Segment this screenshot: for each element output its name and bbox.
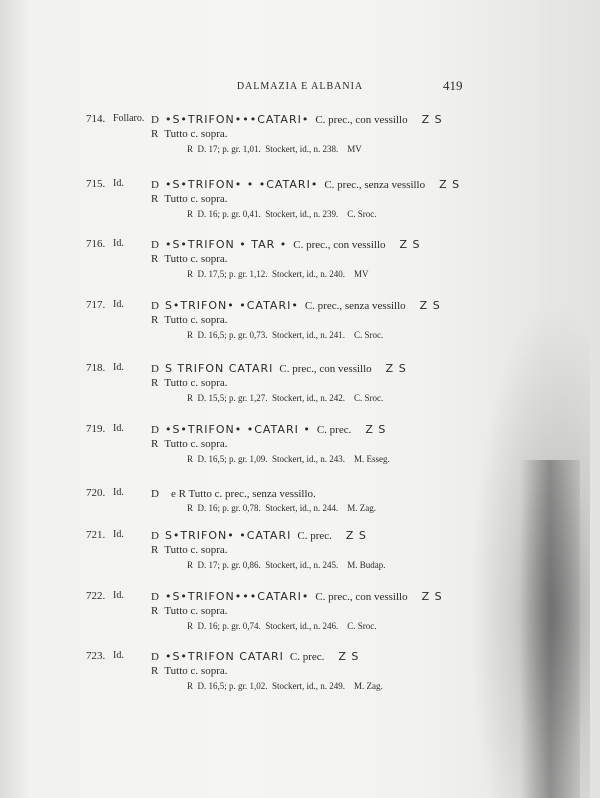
metal: R (187, 330, 194, 340)
weight-info: D. 15,5; p. gr. 1,27. (197, 393, 268, 403)
page-number: 419 (443, 78, 463, 93)
field-letters: Z S (399, 238, 421, 251)
coin-legend: •S•TRIFON•••CATARI• (164, 590, 310, 603)
weight-info: D. 16,5; p. gr. 1,09. (197, 454, 268, 464)
reverse-line (151, 438, 228, 450)
obverse-line (151, 423, 392, 436)
entry-denomination: Id. (113, 238, 124, 249)
obverse-symbol: D (151, 179, 159, 191)
entry-denomination: Id. (113, 362, 124, 373)
reverse-description: Tutto c. sopra. (164, 605, 228, 617)
coin-legend: S•TRIFON• •CATARI (164, 529, 292, 542)
collection: C. Sroc. (347, 209, 377, 219)
metal: R (187, 269, 194, 279)
collection: C. Sroc. (347, 621, 377, 631)
obverse-symbol: D (151, 239, 159, 251)
reverse-line (151, 314, 228, 326)
coin-legend: •S•TRIFON•••CATARI• (164, 113, 310, 126)
reverse-description: Tutto c. sopra. (164, 665, 228, 677)
specimen-details (187, 269, 369, 279)
reverse-description: Tutto c. sopra. (164, 314, 228, 326)
obverse-line (151, 529, 373, 542)
catalogue-entry (0, 650, 600, 720)
reverse-description: Tutto c. sopra. (164, 193, 228, 205)
entry-denomination: Id. (113, 650, 124, 661)
obverse-description: C. prec. (316, 424, 352, 436)
reverse-description: Tutto c. sopra. (164, 544, 228, 556)
entry-number: 720. (86, 487, 106, 499)
field-letters: Z S (365, 423, 387, 436)
entry-denomination: Id. (113, 529, 124, 540)
obverse-description: C. prec., con vessillo (315, 591, 408, 603)
catalogue-entry (0, 362, 600, 432)
entry-number: 714. (86, 113, 106, 125)
weight-info: D. 17,5; p. gr. 1,12. (197, 269, 268, 279)
reverse-description: Tutto c. sopra. (164, 377, 228, 389)
obverse-description: C. prec., senza vessillo (304, 300, 406, 312)
metal: R (187, 503, 194, 513)
entry-number: 716. (86, 238, 106, 250)
reference: Stockert, id., n. 240. (272, 269, 346, 279)
collection: MV (354, 269, 369, 279)
weight-info: D. 17; p. gr. 0,86. (197, 560, 261, 570)
specimen-details (187, 393, 383, 403)
obverse-line (151, 590, 449, 603)
reference: Stockert, id., n. 246. (265, 621, 339, 631)
weight-info: D. 16,5; p. gr. 1,02. (197, 681, 268, 691)
obverse-description: C. prec., senza vessillo (324, 179, 426, 191)
reverse-symbol: R (151, 253, 159, 265)
metal: R (187, 681, 194, 691)
weight-info: D. 16; p. gr. 0,41. (197, 209, 261, 219)
reverse-symbol: R (151, 377, 159, 389)
specimen-details (187, 144, 362, 154)
entry-number: 722. (86, 590, 106, 602)
entry-number: 718. (86, 362, 106, 374)
specimen-details (187, 503, 376, 513)
entry-number: 719. (86, 423, 106, 435)
obverse-symbol: D (151, 530, 159, 542)
specimen-details (187, 454, 390, 464)
running-header: DALMAZIA E ALBANIA (236, 81, 364, 92)
field-letters: Z S (345, 529, 367, 542)
entry-number: 715. (86, 178, 106, 190)
coin-legend: •S•TRIFON CATARI (164, 650, 284, 663)
reverse-line (151, 253, 228, 265)
obverse-symbol: D (151, 488, 159, 500)
metal: R (187, 454, 194, 464)
obverse-symbol: D (151, 363, 159, 375)
obverse-description: C. prec., con vessillo (279, 363, 372, 375)
weight-info: D. 17; p. gr. 1,01. (197, 144, 261, 154)
weight-info: D. 16,5; p. gr. 0,73. (197, 330, 268, 340)
obverse-line (151, 362, 413, 375)
coin-legend: S•TRIFON• •CATARI• (164, 299, 299, 312)
reference: Stockert, id., n. 238. (265, 144, 339, 154)
reverse-description: Tutto c. sopra. (164, 438, 228, 450)
collection: MV (347, 144, 362, 154)
weight-info: D. 16; p. gr. 0,74. (197, 621, 261, 631)
specimen-details (187, 681, 383, 691)
collection: C. Sroc. (354, 393, 384, 403)
obverse-symbol: D (151, 591, 159, 603)
metal: R (187, 560, 194, 570)
specimen-details (187, 209, 377, 219)
reference: Stockert, id., n. 242. (272, 393, 346, 403)
coin-legend: •S•TRIFON • TAR • (164, 238, 288, 251)
entry-denomination: Id. (113, 487, 124, 498)
collection: M. Budap. (347, 560, 386, 570)
reference: Stockert, id., n. 244. (265, 503, 339, 513)
reverse-symbol: R (151, 314, 159, 326)
obverse-line (151, 178, 466, 191)
coin-legend: S TRIFON CATARI (164, 362, 274, 375)
entry-denomination: Id. (113, 299, 124, 310)
obverse-symbol: D (151, 114, 159, 126)
field-letters: Z S (419, 299, 441, 312)
obverse-symbol: D (151, 651, 159, 663)
obverse-line (151, 650, 365, 663)
reverse-symbol: R (151, 665, 159, 677)
reference: Stockert, id., n. 249. (272, 681, 346, 691)
metal: R (187, 393, 194, 403)
field-letters: Z S (338, 650, 360, 663)
reverse-symbol: R (151, 605, 159, 617)
specimen-details (187, 560, 386, 570)
entry-number: 721. (86, 529, 106, 541)
reference: Stockert, id., n. 239. (265, 209, 339, 219)
obverse-description: C. prec., con vessillo (293, 239, 386, 251)
obverse-description: C. prec. (297, 530, 332, 542)
obverse-line (151, 113, 449, 126)
collection: C. Sroc. (354, 330, 384, 340)
collection: M. Esseg. (354, 454, 390, 464)
obverse-line (151, 238, 427, 251)
catalogue-entry (0, 529, 600, 599)
specimen-details (187, 621, 377, 631)
field-letters: Z S (439, 178, 461, 191)
entry-number: 723. (86, 650, 106, 662)
field-letters: Z S (385, 362, 407, 375)
reference: Stockert, id., n. 243. (272, 454, 346, 464)
entry-denomination: Id. (113, 423, 124, 434)
collection: M. Zag. (347, 503, 377, 513)
coin-legend: •S•TRIFON• •CATARI • (164, 423, 311, 436)
entry-denomination: Id. (113, 590, 124, 601)
reference: Stockert, id., n. 241. (272, 330, 346, 340)
field-letters: Z S (421, 113, 443, 126)
obverse-line (151, 487, 336, 500)
reverse-symbol: R (151, 438, 159, 450)
entry-denomination: Follaro. (113, 113, 145, 124)
reverse-symbol: R (151, 128, 159, 140)
obverse-line (151, 299, 447, 312)
entry-denomination: Id. (113, 178, 124, 189)
catalogue-entry (0, 238, 600, 308)
metal: R (187, 144, 194, 154)
obverse-symbol: D (151, 424, 159, 436)
catalogue-entry (0, 113, 600, 183)
reverse-line (151, 377, 228, 389)
obverse-description: e R Tutto c. prec., senza vessillo. (170, 488, 316, 500)
reverse-line (151, 544, 228, 556)
weight-info: D. 16; p. gr. 0,78. (197, 503, 261, 513)
metal: R (187, 621, 194, 631)
catalogue-entry (0, 299, 600, 369)
obverse-description: C. prec. (289, 651, 325, 663)
obverse-symbol: D (151, 300, 159, 312)
reverse-line (151, 605, 228, 617)
obverse-description: C. prec., con vessillo (315, 114, 408, 126)
entry-number: 717. (86, 299, 106, 311)
specimen-details (187, 330, 383, 340)
reverse-line (151, 128, 228, 140)
reverse-symbol: R (151, 544, 159, 556)
reverse-line (151, 665, 228, 677)
reference: Stockert, id., n. 245. (265, 560, 339, 570)
reverse-description: Tutto c. sopra. (164, 128, 228, 140)
coin-legend: •S•TRIFON• • •CATARI• (164, 178, 319, 191)
reverse-description: Tutto c. sopra. (164, 253, 228, 265)
catalogue-entry (0, 423, 600, 493)
metal: R (187, 209, 194, 219)
reverse-symbol: R (151, 193, 159, 205)
collection: M. Zag. (354, 681, 383, 691)
reverse-line (151, 193, 228, 205)
field-letters: Z S (421, 590, 443, 603)
